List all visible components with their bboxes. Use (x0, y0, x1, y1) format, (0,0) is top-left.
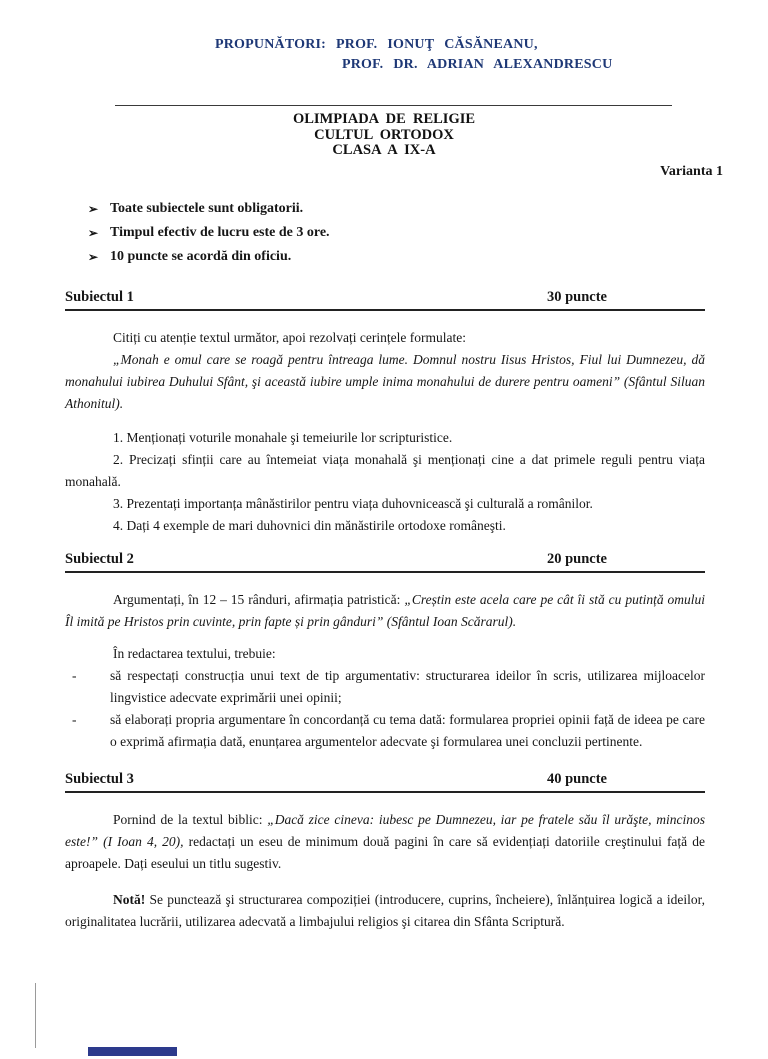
page-edge-artifact (35, 983, 36, 1048)
list-item (88, 221, 768, 245)
title-cult: CULTUL ORTODOX (314, 126, 454, 143)
arrow-bullet-icon: ➢ (88, 225, 99, 240)
proposers-header (215, 35, 768, 75)
subject3-lead-normal: Pornind de la textul biblic: (113, 811, 268, 827)
subject3-label: Subiectul 3 (65, 770, 134, 787)
note-text: Se punctează şi structurarea compoziției (introducere, cuprins, încheiere), înlănțuirea logică a ideilor, originalitatea lucrării, utilizarea adecvată a limbajului religios şi citarea din Sfânta Scriptură. (65, 891, 705, 929)
subject3-lead-after: redactați un eseu de minimum două pagini în care să evidențiați datoriile creştinului față de aproapele. Dați eseului un titlu sugestiv. (65, 833, 705, 871)
header-divider (115, 105, 672, 106)
rule-text: Timpul efectiv de lucru este de 3 ore. (110, 224, 330, 240)
subject1-questions (65, 427, 705, 537)
question-item: 3. Prezentați importanța mânăstirilor pentru viața duhovnicească şi culturală a românilor. (113, 495, 593, 511)
proposer-line-2: PROF. DR. ADRIAN ALEXANDRESCU (342, 57, 613, 72)
rule-text: Toate subiectele sunt obligatorii. (110, 200, 304, 216)
subject2-lead (65, 589, 705, 633)
document-body (0, 288, 768, 933)
rule-text: 10 puncte se acordă din oficiu. (110, 248, 292, 264)
subject2-lead-quote: „Creștin este acela care pe cât îi stă cu putință omului Îl imită pe Hristos prin cuvinte, prin fapte și prin gânduri” (Sfântul Ioan Scărarul). (65, 591, 705, 629)
subject2-heading (65, 550, 705, 573)
arrow-bullet-icon: ➢ (88, 249, 99, 264)
title-grade: CLASA A IX-A (332, 142, 436, 159)
subject2-requirements (65, 665, 705, 753)
list-item (65, 665, 705, 709)
list-item (65, 709, 705, 753)
exam-rules-list (0, 197, 768, 269)
title-olympiad: OLIMPIADA DE RELIGIE (292, 111, 476, 127)
question-item: 2. Precizați sfinții care au întemeiat viața monahală şi menționați cine a dat primele reguli pentru viața monahală. (65, 451, 705, 489)
subject1-heading (65, 288, 705, 311)
subject1-label: Subiectul 1 (65, 288, 134, 305)
subject3-lead-quote: „Dacă zice cineva: iubesc pe Dumnezeu, iar pe fratele său îl urăşte, mincinos este!” (I Ioan 4, 20), (65, 811, 705, 849)
subject1-points: 30 puncte (546, 288, 607, 305)
dash-bullet-icon: - (72, 667, 77, 683)
arrow-bullet-icon: ➢ (88, 201, 99, 216)
variant-label: Varianta 1 (660, 163, 723, 179)
subject2-lead-normal: Argumentați, în 12 – 15 rânduri, afirmația patristică: (113, 591, 405, 607)
next-page-artifact (88, 1047, 177, 1056)
subject3-heading (65, 770, 705, 793)
subject3-lead (65, 809, 705, 875)
requirement-text: să elaborați propria argumentare în concordanță cu tema dată: formularea propriei opinii față de ideea pe care o exprimă afirmația dată, enunțarea argumentelor adecvate şi formularea unei concluzii pertinente. (110, 711, 705, 749)
list-item (88, 245, 768, 269)
note-label: Notă! (113, 891, 146, 907)
list-item (88, 197, 768, 221)
proposer-line-1: PROPUNĂTORI: PROF. IONUŢ CĂSĂNEANU, (215, 37, 538, 52)
subject3-points: 40 puncte (546, 770, 607, 787)
subject1-quote: „Monah e omul care se roagă pentru întreaga lume. Domnul nostru Iisus Hristos, Fiul lui Dumnezeu, dă monahului iubirea Duhului Sfânt, şi această iubire umple inima monahului de durere pentru oameni” (Sfântul Siluan Athonitul). (65, 351, 705, 411)
dash-bullet-icon: - (72, 711, 77, 727)
subject2-requirements-intro: În redactarea textului, trebuie: (113, 645, 276, 661)
subject2-points: 20 puncte (546, 550, 607, 567)
subject2-label: Subiectul 2 (65, 550, 134, 567)
document-title (0, 112, 768, 159)
question-item: 1. Menționați voturile monahale şi temeiurile lor scripturistice. (113, 429, 453, 445)
subject1-intro: Citiți cu atenție textul următor, apoi rezolvați cerințele formulate: (113, 329, 466, 345)
question-item: 4. Dați 4 exemple de mari duhovnici din mănăstirile ortodoxe româneşti. (113, 517, 506, 533)
note-paragraph (65, 889, 705, 933)
requirement-text: să respectați construcția unui text de tip argumentativ: structurarea ideilor în scris, utilizarea mijloacelor lingvistice adecvate exprimării unei opinii; (110, 667, 705, 705)
